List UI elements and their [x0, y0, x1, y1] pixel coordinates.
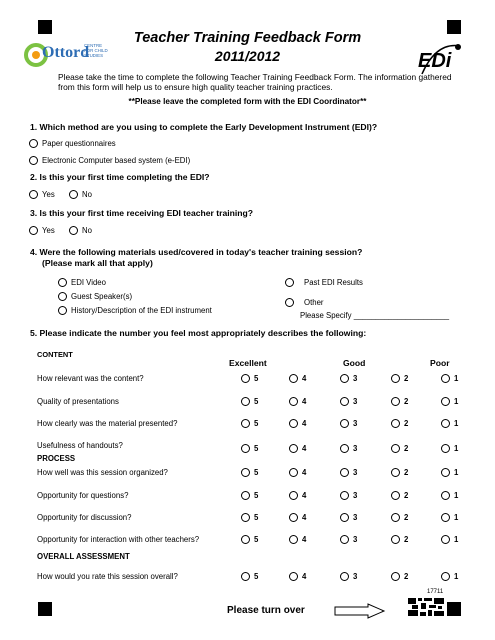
- radio-button[interactable]: [441, 468, 450, 477]
- rating-value: 4: [302, 572, 307, 581]
- page-year: 2011/2012: [214, 48, 281, 64]
- radio-button[interactable]: [441, 513, 450, 522]
- q2-option-yes[interactable]: [29, 190, 55, 199]
- radio-button[interactable]: [340, 397, 349, 406]
- rating-option[interactable]: [441, 374, 458, 383]
- radio-button[interactable]: [29, 190, 38, 199]
- checkbox-circle[interactable]: [58, 306, 67, 315]
- q4-option-video[interactable]: [58, 278, 106, 287]
- radio-button[interactable]: [340, 419, 349, 428]
- radio-button[interactable]: [69, 190, 78, 199]
- rating-value: 2: [404, 419, 409, 428]
- radio-button[interactable]: [391, 468, 400, 477]
- rating-value: 5: [254, 572, 259, 581]
- radio-button[interactable]: [340, 468, 349, 477]
- rating-option[interactable]: [289, 468, 306, 477]
- rating-row-label: Quality of presentations: [37, 397, 119, 406]
- rating-option[interactable]: [391, 419, 408, 428]
- checkbox-circle[interactable]: [58, 278, 67, 287]
- radio-button[interactable]: [289, 535, 298, 544]
- rating-value: 1: [454, 419, 459, 428]
- radio-button[interactable]: [289, 513, 298, 522]
- rating-value: 4: [302, 444, 307, 453]
- rating-value: 2: [404, 444, 409, 453]
- rating-value: 5: [254, 513, 259, 522]
- rating-option[interactable]: [391, 535, 408, 544]
- rating-option[interactable]: [289, 444, 306, 453]
- radio-button[interactable]: [340, 374, 349, 383]
- rating-value: 5: [254, 419, 259, 428]
- rating-option[interactable]: [441, 444, 458, 453]
- rating-value: 2: [404, 468, 409, 477]
- page-title: Teacher Training Feedback Form: [133, 30, 362, 46]
- rating-value: 4: [302, 397, 307, 406]
- radio-button[interactable]: [289, 397, 298, 406]
- rating-value: 3: [353, 513, 358, 522]
- q4-question: 4. Were the following materials used/covered in today's teacher training session?: [30, 247, 363, 257]
- radio-button[interactable]: [441, 419, 450, 428]
- checkbox-circle[interactable]: [285, 278, 294, 287]
- rating-option[interactable]: [441, 572, 458, 581]
- option-label: Past EDI Results: [304, 278, 363, 287]
- radio-button[interactable]: [289, 419, 298, 428]
- radio-button[interactable]: [69, 226, 78, 235]
- rating-option[interactable]: [241, 374, 258, 383]
- rating-value: 2: [404, 397, 409, 406]
- instruction-text: **Please leave the completed form with the EDI Coordinator**: [128, 97, 367, 106]
- rating-value: 5: [254, 444, 259, 453]
- rating-option[interactable]: [391, 491, 408, 500]
- rating-option[interactable]: [241, 419, 258, 428]
- radio-button[interactable]: [340, 572, 349, 581]
- option-label: Other: [304, 298, 324, 307]
- rating-value: 3: [353, 419, 358, 428]
- radio-button[interactable]: [241, 419, 250, 428]
- rating-option[interactable]: [340, 374, 357, 383]
- q2-question: 2. Is this your first time completing the EDI?: [30, 172, 210, 182]
- q4-option-guest[interactable]: [58, 292, 132, 301]
- rating-value: 1: [454, 374, 459, 383]
- logo-tagline: CENTRE FOR CHILD STUDIES: [84, 43, 108, 58]
- rating-value: 4: [302, 513, 307, 522]
- radio-button[interactable]: [289, 572, 298, 581]
- rating-option[interactable]: [391, 513, 408, 522]
- rating-option[interactable]: [441, 535, 458, 544]
- rating-value: 1: [454, 572, 459, 581]
- radio-button[interactable]: [241, 374, 250, 383]
- radio-button[interactable]: [340, 491, 349, 500]
- rating-value: 4: [302, 535, 307, 544]
- rating-option[interactable]: [241, 491, 258, 500]
- rating-option[interactable]: [340, 572, 357, 581]
- radio-button[interactable]: [391, 491, 400, 500]
- rating-value: 3: [353, 491, 358, 500]
- radio-button[interactable]: [391, 374, 400, 383]
- radio-button[interactable]: [441, 444, 450, 453]
- rating-option[interactable]: [340, 444, 357, 453]
- checkbox-circle[interactable]: [285, 298, 294, 307]
- q5-question: 5. Please indicate the number you feel most appropriately describes the following:: [30, 328, 367, 338]
- radio-button[interactable]: [340, 444, 349, 453]
- radio-button[interactable]: [289, 444, 298, 453]
- q4-subtitle: (Please mark all that apply): [42, 258, 153, 268]
- radio-button[interactable]: [441, 397, 450, 406]
- registration-mark-bottom-right: [447, 602, 461, 616]
- option-label: Electronic Computer based system (e-EDI): [42, 156, 191, 165]
- radio-button[interactable]: [29, 156, 38, 165]
- rating-option[interactable]: [391, 374, 408, 383]
- q3-question: 3. Is this your first time receiving EDI teacher training?: [30, 208, 254, 218]
- radio-button[interactable]: [29, 139, 38, 148]
- rating-value: 3: [353, 572, 358, 581]
- rating-value: 2: [404, 374, 409, 383]
- rating-value: 5: [254, 397, 259, 406]
- rating-value: 5: [254, 374, 259, 383]
- rating-value: 5: [254, 535, 259, 544]
- rating-option[interactable]: [241, 397, 258, 406]
- radio-button[interactable]: [241, 491, 250, 500]
- radio-button[interactable]: [241, 513, 250, 522]
- option-label: EDI Video: [71, 278, 106, 287]
- rating-value: 1: [454, 468, 459, 477]
- rating-option[interactable]: [340, 468, 357, 477]
- radio-button[interactable]: [391, 444, 400, 453]
- radio-button[interactable]: [241, 397, 250, 406]
- rating-option[interactable]: [441, 419, 458, 428]
- rating-option[interactable]: [441, 491, 458, 500]
- rating-value: 3: [353, 397, 358, 406]
- rating-value: 1: [454, 444, 459, 453]
- option-label: Paper questionnaires: [42, 139, 116, 148]
- rating-value: 1: [454, 535, 459, 544]
- q4-option-other[interactable]: [285, 298, 324, 307]
- radio-button[interactable]: [289, 468, 298, 477]
- rating-option[interactable]: [340, 491, 357, 500]
- rating-option[interactable]: [289, 397, 306, 406]
- rating-value: 4: [302, 419, 307, 428]
- rating-option[interactable]: [391, 397, 408, 406]
- logo-name: Ottord: [42, 44, 90, 61]
- rating-option[interactable]: [289, 374, 306, 383]
- rating-value: 3: [353, 374, 358, 383]
- option-label: No: [82, 226, 92, 235]
- rating-option[interactable]: [340, 535, 357, 544]
- rating-value: 5: [254, 468, 259, 477]
- radio-button[interactable]: [29, 226, 38, 235]
- rating-value: 1: [454, 491, 459, 500]
- rating-value: 4: [302, 491, 307, 500]
- option-label: Yes: [42, 226, 55, 235]
- q2-option-no[interactable]: [69, 190, 92, 199]
- rating-row-label: How would you rate this session overall?: [37, 572, 178, 581]
- edi-logo-text: EDi: [418, 50, 452, 72]
- rating-option[interactable]: [289, 572, 306, 581]
- rating-row-label: Opportunity for discussion?: [37, 513, 132, 522]
- rating-option[interactable]: [340, 397, 357, 406]
- section-content: CONTENT: [37, 350, 73, 359]
- section-process: PROCESS: [37, 454, 76, 463]
- edi-logo: [416, 40, 464, 76]
- rating-row-label: How well was this session organized?: [37, 468, 168, 477]
- rating-row-label: How relevant was the content?: [37, 374, 144, 383]
- section-overall: OVERALL ASSESSMENT: [37, 552, 130, 561]
- radio-button[interactable]: [391, 419, 400, 428]
- rating-row-label: How clearly was the material presented?: [37, 419, 178, 428]
- rating-value: 2: [404, 513, 409, 522]
- rating-value: 4: [302, 468, 307, 477]
- rating-option[interactable]: [241, 572, 258, 581]
- rating-option[interactable]: [289, 513, 306, 522]
- rating-row-label: Usefulness of handouts?: [37, 441, 123, 450]
- radio-button[interactable]: [241, 535, 250, 544]
- radio-button[interactable]: [241, 468, 250, 477]
- rating-value: 2: [404, 572, 409, 581]
- rating-option[interactable]: [289, 419, 306, 428]
- option-label: Yes: [42, 190, 55, 199]
- rating-value: 3: [353, 444, 358, 453]
- rating-value: 1: [454, 513, 459, 522]
- rating-option[interactable]: [289, 491, 306, 500]
- q4-option-past-results[interactable]: [285, 278, 363, 287]
- radio-button[interactable]: [391, 572, 400, 581]
- scale-label-poor: Poor: [430, 358, 450, 368]
- q1-question: 1. Which method are you using to complete the Early Development Instrument (EDI)?: [30, 122, 378, 132]
- rating-value: 1: [454, 397, 459, 406]
- rating-value: 4: [302, 374, 307, 383]
- rating-value: 3: [353, 535, 358, 544]
- rating-row-label: Opportunity for questions?: [37, 491, 129, 500]
- q4-specify-field[interactable]: Please Specify ______________________: [300, 311, 450, 320]
- scale-label-good: Good: [343, 358, 366, 368]
- rating-option[interactable]: [441, 397, 458, 406]
- radio-button[interactable]: [340, 535, 349, 544]
- rating-value: 3: [353, 468, 358, 477]
- rating-option[interactable]: [391, 572, 408, 581]
- option-label: History/Description of the EDI instrument: [71, 306, 212, 315]
- rating-value: 2: [404, 491, 409, 500]
- option-label: No: [82, 190, 92, 199]
- radio-button[interactable]: [241, 572, 250, 581]
- turn-over-text: Please turn over: [227, 605, 305, 616]
- q1-option-electronic[interactable]: [29, 156, 190, 165]
- rating-option[interactable]: [340, 513, 357, 522]
- radio-button[interactable]: [441, 491, 450, 500]
- radio-button[interactable]: [391, 535, 400, 544]
- radio-button[interactable]: [391, 397, 400, 406]
- form-code: 17711: [427, 589, 444, 595]
- radio-button[interactable]: [241, 444, 250, 453]
- checkbox-circle[interactable]: [58, 292, 67, 301]
- radio-button[interactable]: [391, 513, 400, 522]
- radio-button[interactable]: [441, 374, 450, 383]
- radio-button[interactable]: [289, 374, 298, 383]
- rating-option[interactable]: [391, 468, 408, 477]
- q1-option-paper[interactable]: [29, 139, 116, 148]
- rating-option[interactable]: [441, 468, 458, 477]
- arrow-right-icon: [334, 603, 386, 619]
- rating-option[interactable]: [241, 468, 258, 477]
- intro-text: Please take the time to complete the following Teacher Training Feedback Form. The information gathered from this form will help us to ensure high quality teacher training practices.: [58, 72, 452, 92]
- rating-option[interactable]: [241, 513, 258, 522]
- rating-option[interactable]: [340, 419, 357, 428]
- barcode-icon: [408, 598, 444, 616]
- scale-label-excellent: Excellent: [229, 358, 267, 368]
- rating-option[interactable]: [441, 513, 458, 522]
- rating-row-label: Opportunity for interaction with other teachers?: [37, 535, 200, 544]
- radio-button[interactable]: [441, 572, 450, 581]
- option-label: Guest Speaker(s): [71, 292, 133, 301]
- q4-option-history[interactable]: [58, 306, 212, 315]
- rating-value: 5: [254, 491, 259, 500]
- radio-button[interactable]: [289, 491, 298, 500]
- radio-button[interactable]: [441, 535, 450, 544]
- radio-button[interactable]: [340, 513, 349, 522]
- registration-mark-bottom-left: [38, 602, 52, 616]
- q3-option-no[interactable]: [69, 226, 92, 235]
- rating-option[interactable]: [241, 535, 258, 544]
- rating-option[interactable]: [391, 444, 408, 453]
- q3-option-yes[interactable]: [29, 226, 55, 235]
- rating-option[interactable]: [241, 444, 258, 453]
- rating-value: 2: [404, 535, 409, 544]
- rating-option[interactable]: [289, 535, 306, 544]
